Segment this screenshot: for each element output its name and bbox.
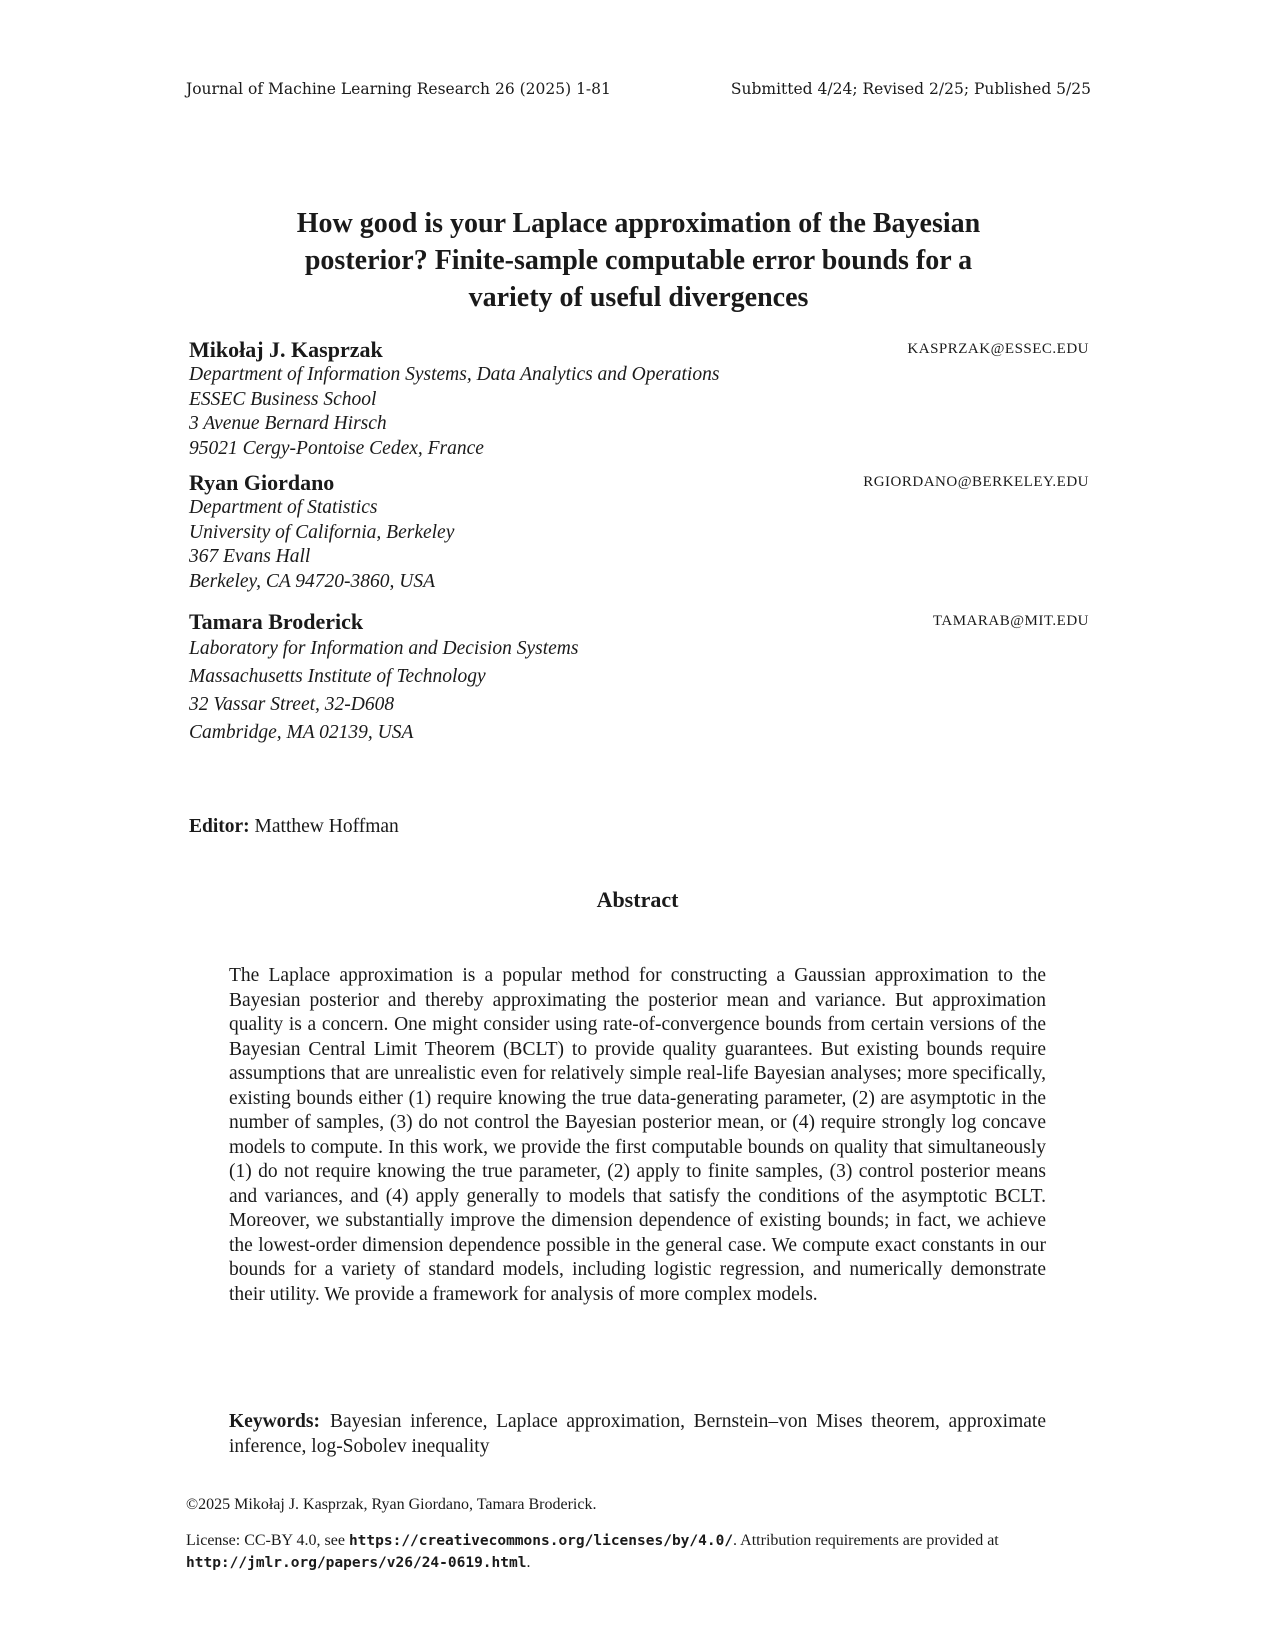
editor-line — [189, 816, 399, 838]
affiliation-line: Berkeley, CA 94720-3860, USA — [189, 570, 436, 592]
author-block — [189, 470, 1089, 594]
affiliation-line: 95021 Cergy-Pontoise Cedex, France — [189, 437, 484, 459]
affiliation-line: Department of Information Systems, Data Analytics and Operations — [189, 364, 720, 385]
author-name: Tamara Broderick — [189, 609, 364, 634]
author-affiliation — [189, 496, 1089, 594]
keywords-label: Keywords: — [229, 1411, 320, 1432]
affiliation-line: Cambridge, MA 02139, USA — [189, 722, 414, 743]
license-notice — [186, 1530, 1076, 1574]
affiliation-line: 3 Avenue Bernard Hirsch — [189, 413, 387, 434]
title-line: How good is your Laplace approximation of the Bayesian — [296, 208, 981, 239]
editor-label: Editor: — [189, 816, 250, 837]
abstract-text: The Laplace approximation is a popular method for constructing a Gaussian approximation to the Bayesian posterior and thereby approximating the posterior mean and variance. But approximation quality is a concern. One might consider using rate-of-convergence bounds from certain versions of the Bayesian Central Limit Theorem (BCLT) to provide quality guarantees. But existing bounds require assumptions that are unrealistic even for relatively simple real-life Bayesian analyses; more specifically, existing bounds either (1) require knowing the true data-generating parameter, (2) are asymptotic in the number of samples, (3) do not control the Bayesian posterior mean, or (4) require strongly log concave models to compute. In this work, we provide the first computable bounds on quality that simultaneously (1) do not require knowing the true parameter, (2) apply to finite samples, (3) control posterior means and variances, and (4) apply generally to models that satisfy the conditions of the asymptotic BCLT. Moreover, we substantially improve the dimension dependence of existing bounds; in fact, we achieve the lowest-order dimension dependence possible in the general case. We compute exact constants in our bounds for a variety of standard models, including logistic regression, and numerically demonstrate their utility. We provide a framework for analysis of more complex models. — [229, 965, 1046, 1305]
author-email[interactable]: TAMARAB@MIT.EDU — [932, 613, 1089, 629]
author-email[interactable]: RGIORDANO@BERKELEY.EDU — [863, 474, 1089, 490]
keywords-text: Bayesian inference, Laplace approximation, Bernstein–von Mises theorem, approximate inference, log-Sobolev inequality — [229, 1411, 1046, 1457]
author-email[interactable]: KASPRZAK@ESSEC.EDU — [907, 341, 1089, 357]
submission-dates: Submitted 4/24; Revised 2/25; Published 5/25 — [730, 80, 1091, 98]
author-name: Mikołaj J. Kasprzak — [189, 337, 383, 362]
copyright-notice: ©2025 Mikołaj J. Kasprzak, Ryan Giordano, Tamara Broderick. — [186, 1496, 597, 1513]
journal-citation: Journal of Machine Learning Research 26 (2025) 1-81 — [186, 80, 611, 98]
paper-title — [186, 205, 1091, 316]
affiliation-line: Department of Statistics — [189, 497, 378, 518]
license-prefix: License: CC-BY 4.0, see — [186, 1532, 349, 1549]
attribution-link[interactable]: http://jmlr.org/papers/v26/24-0619.html — [186, 1555, 527, 1571]
license-link[interactable]: https://creativecommons.org/licenses/by/4.0/ — [348, 1533, 734, 1549]
author-name: Ryan Giordano — [189, 470, 335, 495]
affiliation-line: Massachusetts Institute of Technology — [189, 666, 486, 687]
author-block — [189, 337, 1089, 461]
title-line: posterior? Finite-sample computable error bounds for a — [304, 245, 973, 276]
author-affiliation — [189, 363, 1089, 461]
keywords — [229, 1410, 1046, 1459]
affiliation-line: 367 Evans Hall — [189, 546, 311, 567]
author-affiliation — [189, 635, 1089, 747]
affiliation-line: University of California, Berkeley — [189, 521, 455, 543]
license-middle: . Attribution requirements are provided at — [733, 1532, 999, 1549]
author-block — [189, 609, 1089, 747]
affiliation-line: Laboratory for Information and Decision Systems — [189, 638, 579, 659]
title-line: variety of useful divergences — [468, 282, 809, 313]
affiliation-line: 32 Vassar Street, 32-D608 — [189, 694, 395, 715]
affiliation-line: ESSEC Business School — [189, 388, 377, 410]
license-suffix: . — [526, 1554, 531, 1571]
abstract-heading: Abstract — [596, 887, 679, 912]
editor-name: Matthew Hoffman — [254, 816, 399, 837]
